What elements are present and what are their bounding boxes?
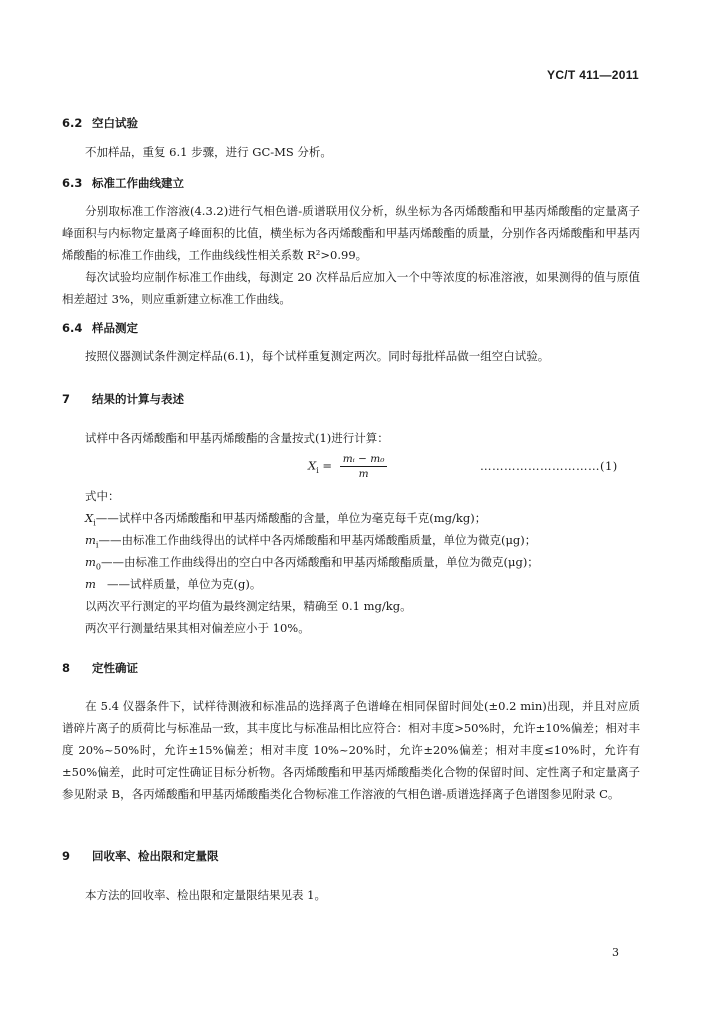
paragraph: 在 5.4 仪器条件下，试样待测液和标准品的选择离子色谱峰在相同保留时间处(±0.2 min)出现，并且对应质谱碎片离子的质荷比与标准品一致，其丰度比与标准品相比应符合：相对丰度>50%时，允许±10%偏差；相对丰度 20%~50%时，允许±15%偏差；相对丰度 10%~20%时，允许±20%偏差；相对丰度≤10%时，允许有±50%偏差，此时可定性确证目标分析物。各丙烯酸酯和甲基丙烯酸酯类化合物的保留时间、定性离子和定量离子参见附录 B，各丙烯酸酯和甲基丙烯酸酯类化合物标准工作溶液的气相色谱-质谱选择离子色谱图参见附录 C。 xyxy=(62,699,640,801)
where-label: 式中： xyxy=(85,489,120,503)
section-title: 样品测定 xyxy=(92,321,138,335)
paragraph: 以两次平行测定的平均值为最终测定结果，精确至 0.1 mg/kg。 xyxy=(85,599,412,613)
section-heading-6-4 xyxy=(62,320,138,336)
page-number: 3 xyxy=(612,946,619,959)
formula-1: $X_i$ = $\frac{\text{mᵢ − m₀}}{m}$ xyxy=(308,453,387,480)
definition-item: $m_0——$由标准工作曲线得出的空白中各丙烯酸酯和甲基丙烯酸酯质量，单位为微克(μg)； xyxy=(85,555,539,572)
section-title: 回收率、检出限和定量限 xyxy=(92,849,219,863)
paragraph: 不加样品，重复 6.1 步骤，进行 GC-MS 分析。 xyxy=(85,145,332,159)
definition-item: $X_i——$试样中各丙烯酸酯和甲基丙烯酸酯的含量，单位为毫克每千克(mg/kg)； xyxy=(85,511,487,528)
section-title: 标准工作曲线建立 xyxy=(92,176,184,190)
formula-fraction xyxy=(340,453,388,480)
paragraph: 试样中各丙烯酸酯和甲基丙烯酸酯的含量按式(1)进行计算： xyxy=(85,431,389,445)
section-number: 6.2 xyxy=(62,116,83,130)
section-heading-6-3 xyxy=(62,175,184,191)
definition-item: $m_i——$由标准工作曲线得出的试样中各丙烯酸酯和甲基丙烯酸酯质量，单位为微克(μg)； xyxy=(85,533,537,550)
paragraph: 两次平行测量结果其相对偏差应小于 10%。 xyxy=(85,621,310,635)
section-heading-9 xyxy=(62,848,219,864)
section-title: 空白试验 xyxy=(92,116,138,130)
section-heading-7 xyxy=(62,391,184,407)
section-number: 7 xyxy=(62,392,71,406)
section-title: 定性确证 xyxy=(92,661,138,675)
section-number: 9 xyxy=(62,849,71,863)
section-heading-8 xyxy=(62,660,138,676)
paragraph: 每次试验均应制作标准工作曲线，每测定 20 次样品后应加入一个中等浓度的标准溶液，如果测得的值与原值相差超过 3%，则应重新建立标准工作曲线。 xyxy=(62,270,640,306)
section-number: 6.4 xyxy=(62,321,83,335)
definition-item: m ——试样质量，单位为克(g)。 xyxy=(85,577,262,591)
equation-number: …………………………(1) xyxy=(480,459,618,473)
paragraph: 分别取标准工作溶液(4.3.2)进行气相色谱-质谱联用仪分析，纵坐标为各丙烯酸酯和甲基丙烯酸酯的定量离子峰面积与内标物定量离子峰面积的比值，横坐标为各丙烯酸酯和甲基丙烯酸酯的质量，分别作各丙烯酸酯和甲基丙烯酸酯的标准工作曲线，工作曲线线性相关系数 R²>0.99。 xyxy=(62,204,640,262)
section-number: 6.3 xyxy=(62,176,83,190)
paragraph: 按照仪器测试条件测定样品(6.1)，每个试样重复测定两次。同时每批样品做一组空白试验。 xyxy=(85,349,550,363)
standard-code: YC/T 411—2011 xyxy=(547,68,639,82)
section-number: 8 xyxy=(62,661,71,675)
formula-numerator: mᵢ − m₀ xyxy=(340,453,388,467)
formula-denominator: m xyxy=(358,468,369,480)
paragraph: 本方法的回收率、检出限和定量限结果见表 1。 xyxy=(85,888,326,902)
section-title: 结果的计算与表述 xyxy=(92,392,184,406)
section-heading-6-2 xyxy=(62,115,138,131)
